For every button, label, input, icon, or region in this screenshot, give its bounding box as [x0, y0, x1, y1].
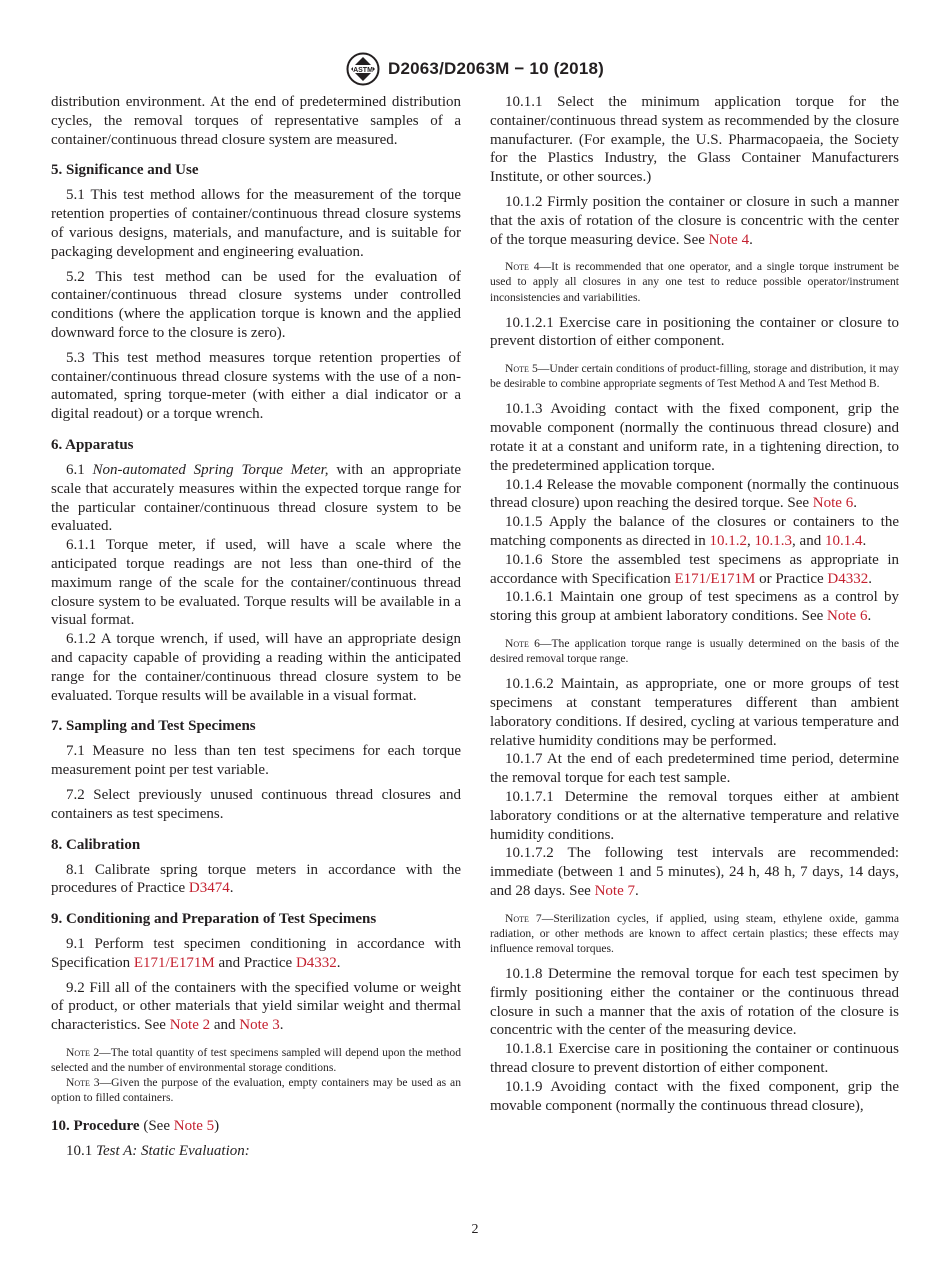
link-note-7[interactable]: Note 7 — [594, 882, 635, 899]
paragraph-10-1-2-end: . — [749, 231, 753, 248]
link-note-6[interactable]: Note 6 — [812, 495, 854, 512]
note-6-text: 6—The application torque range is usually determined on the basis of the desired removal torque range. — [490, 637, 899, 666]
paragraph-10-1-5-end: . — [862, 533, 867, 550]
paragraph-7-2: 7.2 Select previously unused continuous thread closures and containers as test specimens. — [51, 786, 461, 822]
paragraph-10-1-2 — [490, 193, 899, 249]
link-d4332-right[interactable]: D4332 — [827, 570, 869, 587]
paragraph-9-1-mid: and Practice — [214, 954, 296, 971]
note-7-label: Note — [505, 911, 529, 925]
paragraph-10-1-7-2-end: . — [634, 882, 639, 899]
astm-logo-icon — [346, 52, 380, 86]
link-e171[interactable]: E171/E171M — [133, 954, 215, 971]
section-8-heading: 8. Calibration — [51, 836, 141, 853]
link-d3474[interactable]: D3474 — [188, 880, 230, 897]
page-number: 2 — [471, 1222, 479, 1237]
section-10-close: ) — [214, 1118, 220, 1135]
note-7 — [490, 911, 899, 956]
paragraph-10-1-5-sep1: , — [747, 533, 755, 550]
note-2-label: Note — [66, 1046, 90, 1060]
paragraph-8-1 — [51, 861, 461, 899]
svg-text:ASTM: ASTM — [353, 67, 373, 74]
paragraph-10-1-term: Test A: Static Evaluation: — [96, 1143, 250, 1160]
paragraph-10-1-7-2 — [490, 844, 899, 900]
paragraph-8-1-text: 8.1 Calibrate spring torque meters in accordance with the procedures of Practice — [51, 861, 461, 897]
note-7-text: 7—Sterilization cycles, if applied, using steam, ethylene oxide, gamma radiation, or other methods are known to affect certain plastics; these effects may influence removal torques. — [490, 911, 899, 955]
note-2 — [51, 1045, 461, 1075]
section-9-heading: 9. Conditioning and Preparation of Test Specimens — [51, 911, 377, 928]
standard-designation: D2063/D2063M − 10 (2018) — [387, 59, 605, 78]
paragraph-10-1-6-end: . — [868, 570, 872, 587]
section-7-heading: 7. Sampling and Test Specimens — [51, 718, 256, 735]
section-6-heading: 6. Apparatus — [51, 436, 134, 453]
paragraph-10-1 — [51, 1142, 461, 1161]
paragraph-10-1-2-text: 10.1.2 Firmly position the container or closure in such a manner that the axis of rotation of the closure is concentric with the center of the torque measuring device. See — [490, 193, 899, 248]
paragraph-6-1-term: Non-automated Spring Torque Meter, — [92, 461, 329, 478]
note-4 — [490, 259, 899, 304]
paragraph-9-1-text: 9.1 Perform test specimen conditioning in accordance with Specification — [51, 936, 461, 971]
paragraph-8-1-end: . — [229, 880, 234, 897]
link-note-6-b[interactable]: Note 6 — [827, 608, 868, 625]
link-e171-right[interactable]: E171/E171M — [674, 570, 756, 587]
section-10-heading — [51, 1117, 461, 1136]
note-4-text: 4—It is recommended that one operator, and a single torque instrument be used to apply all closures in any one test to reduce possible operator/instrument inconsistencies and variabilities. — [490, 260, 899, 304]
paragraph-10-1-6 — [490, 551, 899, 589]
paragraph-9-2-text: 9.2 Fill all of the containers with the specified volume or weight of product, or other materials that yield similar weight and thermal characteristics. See — [51, 979, 461, 1034]
paragraph-10-1-4-end: . — [853, 495, 857, 512]
paragraph-10-1-6-1-end: . — [867, 608, 872, 625]
link-10-1-2[interactable]: 10.1.2 — [709, 533, 748, 550]
link-10-1-3[interactable]: 10.1.3 — [754, 533, 793, 550]
note-3-label: Note — [66, 1076, 90, 1090]
paragraph-10-1-8-1: 10.1.8.1 Exercise care in positioning the container or continuous thread closure to prevent distortion of either component. — [490, 1041, 899, 1077]
paragraph-10-1-2-1: 10.1.2.1 Exercise care in positioning the container or closure to prevent distortion of either component. — [490, 314, 899, 350]
note-5-text: 5—Under certain conditions of product-filling, storage and distribution, it may be desirable to combine appropriate segments of Test Method A and Test Method B. — [490, 362, 899, 391]
paragraph-10-1-3: 10.1.3 Avoiding contact with the fixed component, grip the movable component (normally the continuous thread closure) and rotate it at a constant and uniform rate, in a tightening direction, to the predetermined application torque. — [490, 401, 899, 474]
note-3 — [51, 1075, 461, 1105]
note-2-text: 2—The total quantity of test specimens sampled will depend upon the method selected and the number of environmental storage conditions. — [51, 1046, 461, 1075]
right-column — [490, 93, 899, 1115]
paragraph-9-2-mid: and — [210, 1017, 240, 1034]
section-10-title: 10. Procedure — [51, 1118, 140, 1135]
paragraph-5-2: 5.2 This test method can be used for the evaluation of container/continuous thread closure systems under controlled conditions (where the application torque is known and the applied downward force to the closure is zero). — [51, 268, 461, 341]
section-5-heading: 5. Significance and Use — [51, 162, 199, 179]
intro-paragraph: distribution environment. At the end of predetermined distribution cycles, the removal torques of representative samples of a container/continuous thread closure system are measured. — [51, 94, 461, 148]
paragraph-10-1-6-text: 10.1.6 Store the assembled test specimens as appropriate in accordance with Specification — [490, 551, 899, 587]
paragraph-10-1-6-2: 10.1.6.2 Maintain, as appropriate, one or more groups of test specimens at constant temperatures different than ambient laboratory conditions. If desired, cycling at various temperature and relative humidity conditions may be performed. — [490, 676, 899, 749]
paragraph-10-1-8: 10.1.8 Determine the removal torque for each test specimen by firmly positioning either the container or the continuous thread closure in such a manner that the axis of rotation of the closure is concentric with the center of the measuring device. — [490, 966, 899, 1039]
paragraph-9-1 — [51, 935, 461, 973]
paragraph-6-1-2: 6.1.2 A torque wrench, if used, will have an appropriate design and capacity capable of providing a reading within the anticipated range for the container/continuous thread closure system to be evaluated. Torque results will be available in a visual format. — [51, 631, 461, 704]
link-10-1-4[interactable]: 10.1.4 — [824, 533, 863, 550]
paragraph-10-1-5-sep2: , and — [792, 533, 825, 550]
paragraph-6-1 — [51, 461, 461, 536]
paragraph-10-1-5 — [490, 513, 899, 551]
note-4-label: Note — [505, 260, 529, 274]
link-note-2[interactable]: Note 2 — [169, 1017, 211, 1034]
link-note-4[interactable]: Note 4 — [708, 231, 750, 248]
paragraph-10-1-9: 10.1.9 Avoiding contact with the fixed component, grip the movable component (normally the continuous thread closure), — [490, 1078, 899, 1114]
section-10-see: (See — [139, 1118, 174, 1135]
paragraph-10-1-7: 10.1.7 At the end of each predetermined time period, determine the removal torque for each test sample. — [490, 751, 899, 787]
paragraph-10-1-4-text: 10.1.4 Release the movable component (normally the continuous thread closure) upon reaching the desired torque. See — [490, 476, 899, 512]
paragraph-5-1: 5.1 This test method allows for the measurement of the torque retention properties of container/continuous thread closure systems of various designs, materials, and manufacture, and is suitable for packaging development and engineering evaluation. — [51, 187, 461, 260]
paragraph-10-1-6-1 — [490, 588, 899, 626]
paragraph-9-2-end: . — [279, 1017, 284, 1034]
paragraph-9-2 — [51, 979, 461, 1035]
paragraph-6-1-text: with an appropriate scale that accurately measures within the expected torque range for the particular container/continuous thread closure system to be evaluated. — [51, 461, 462, 535]
link-note-5[interactable]: Note 5 — [173, 1118, 215, 1135]
paragraph-6-1-number: 6.1 — [66, 461, 85, 478]
link-d4332[interactable]: D4332 — [295, 954, 337, 971]
paragraph-10-1-6-mid: or Practice — [755, 570, 828, 587]
note-6-label: Note — [505, 637, 529, 650]
note-5-label: Note — [505, 362, 529, 376]
note-6 — [490, 636, 899, 666]
paragraph-10-1-7-2-text: 10.1.7.2 The following test intervals are recommended: immediate (between 1 and 5 minutes), 24 h, 48 h, 7 days, 14 days, and 28 days. See — [490, 845, 899, 899]
paragraph-5-3: 5.3 This test method measures torque retention properties of container/continuous thread closure systems with the use of a non-automated, spring torque-meter (with either a dial indicator or a digital readout) or a torque wrench. — [51, 349, 461, 423]
paragraph-10-1-7-1: 10.1.7.1 Determine the removal torques either at ambient laboratory conditions or at the alternative temperature and relative humidity conditions. — [490, 788, 899, 843]
paragraph-7-1: 7.1 Measure no less than ten test specimens for each torque measurement point per test variable. — [51, 743, 461, 779]
paragraph-10-1-6-1-text: 10.1.6.1 Maintain one group of test specimens as a control by storing this group at ambient laboratory conditions. See — [490, 589, 899, 625]
note-5 — [490, 361, 899, 391]
paragraph-6-1-1: 6.1.1 Torque meter, if used, will have a scale where the anticipated torque readings are not less than one-third of the maximum range of the scale for the container/continuous thread closure system to be evaluated. Torque results will be available in a visual format. — [51, 537, 461, 629]
paragraph-10-1-5-text: 10.1.5 Apply the balance of the closures or containers to the matching components as directed in — [490, 514, 899, 550]
left-column — [51, 93, 461, 1167]
page-header — [0, 52, 950, 86]
paragraph-10-1-4 — [490, 476, 899, 514]
note-3-text: 3—Given the purpose of the evaluation, empty containers may be used as an option to filled containers. — [51, 1076, 461, 1105]
link-note-3[interactable]: Note 3 — [239, 1017, 280, 1034]
paragraph-9-1-end: . — [336, 954, 341, 971]
paragraph-10-1-number: 10.1 — [66, 1143, 93, 1160]
paragraph-10-1-1: 10.1.1 Select the minimum application torque for the container/continuous thread system as recommended by the closure manufacturer. (For example, the U.S. Pharmacopaeia, the Society for the Plastics Industry, the Glass Container Manufacturers Institute, or other sources.) — [490, 94, 899, 186]
